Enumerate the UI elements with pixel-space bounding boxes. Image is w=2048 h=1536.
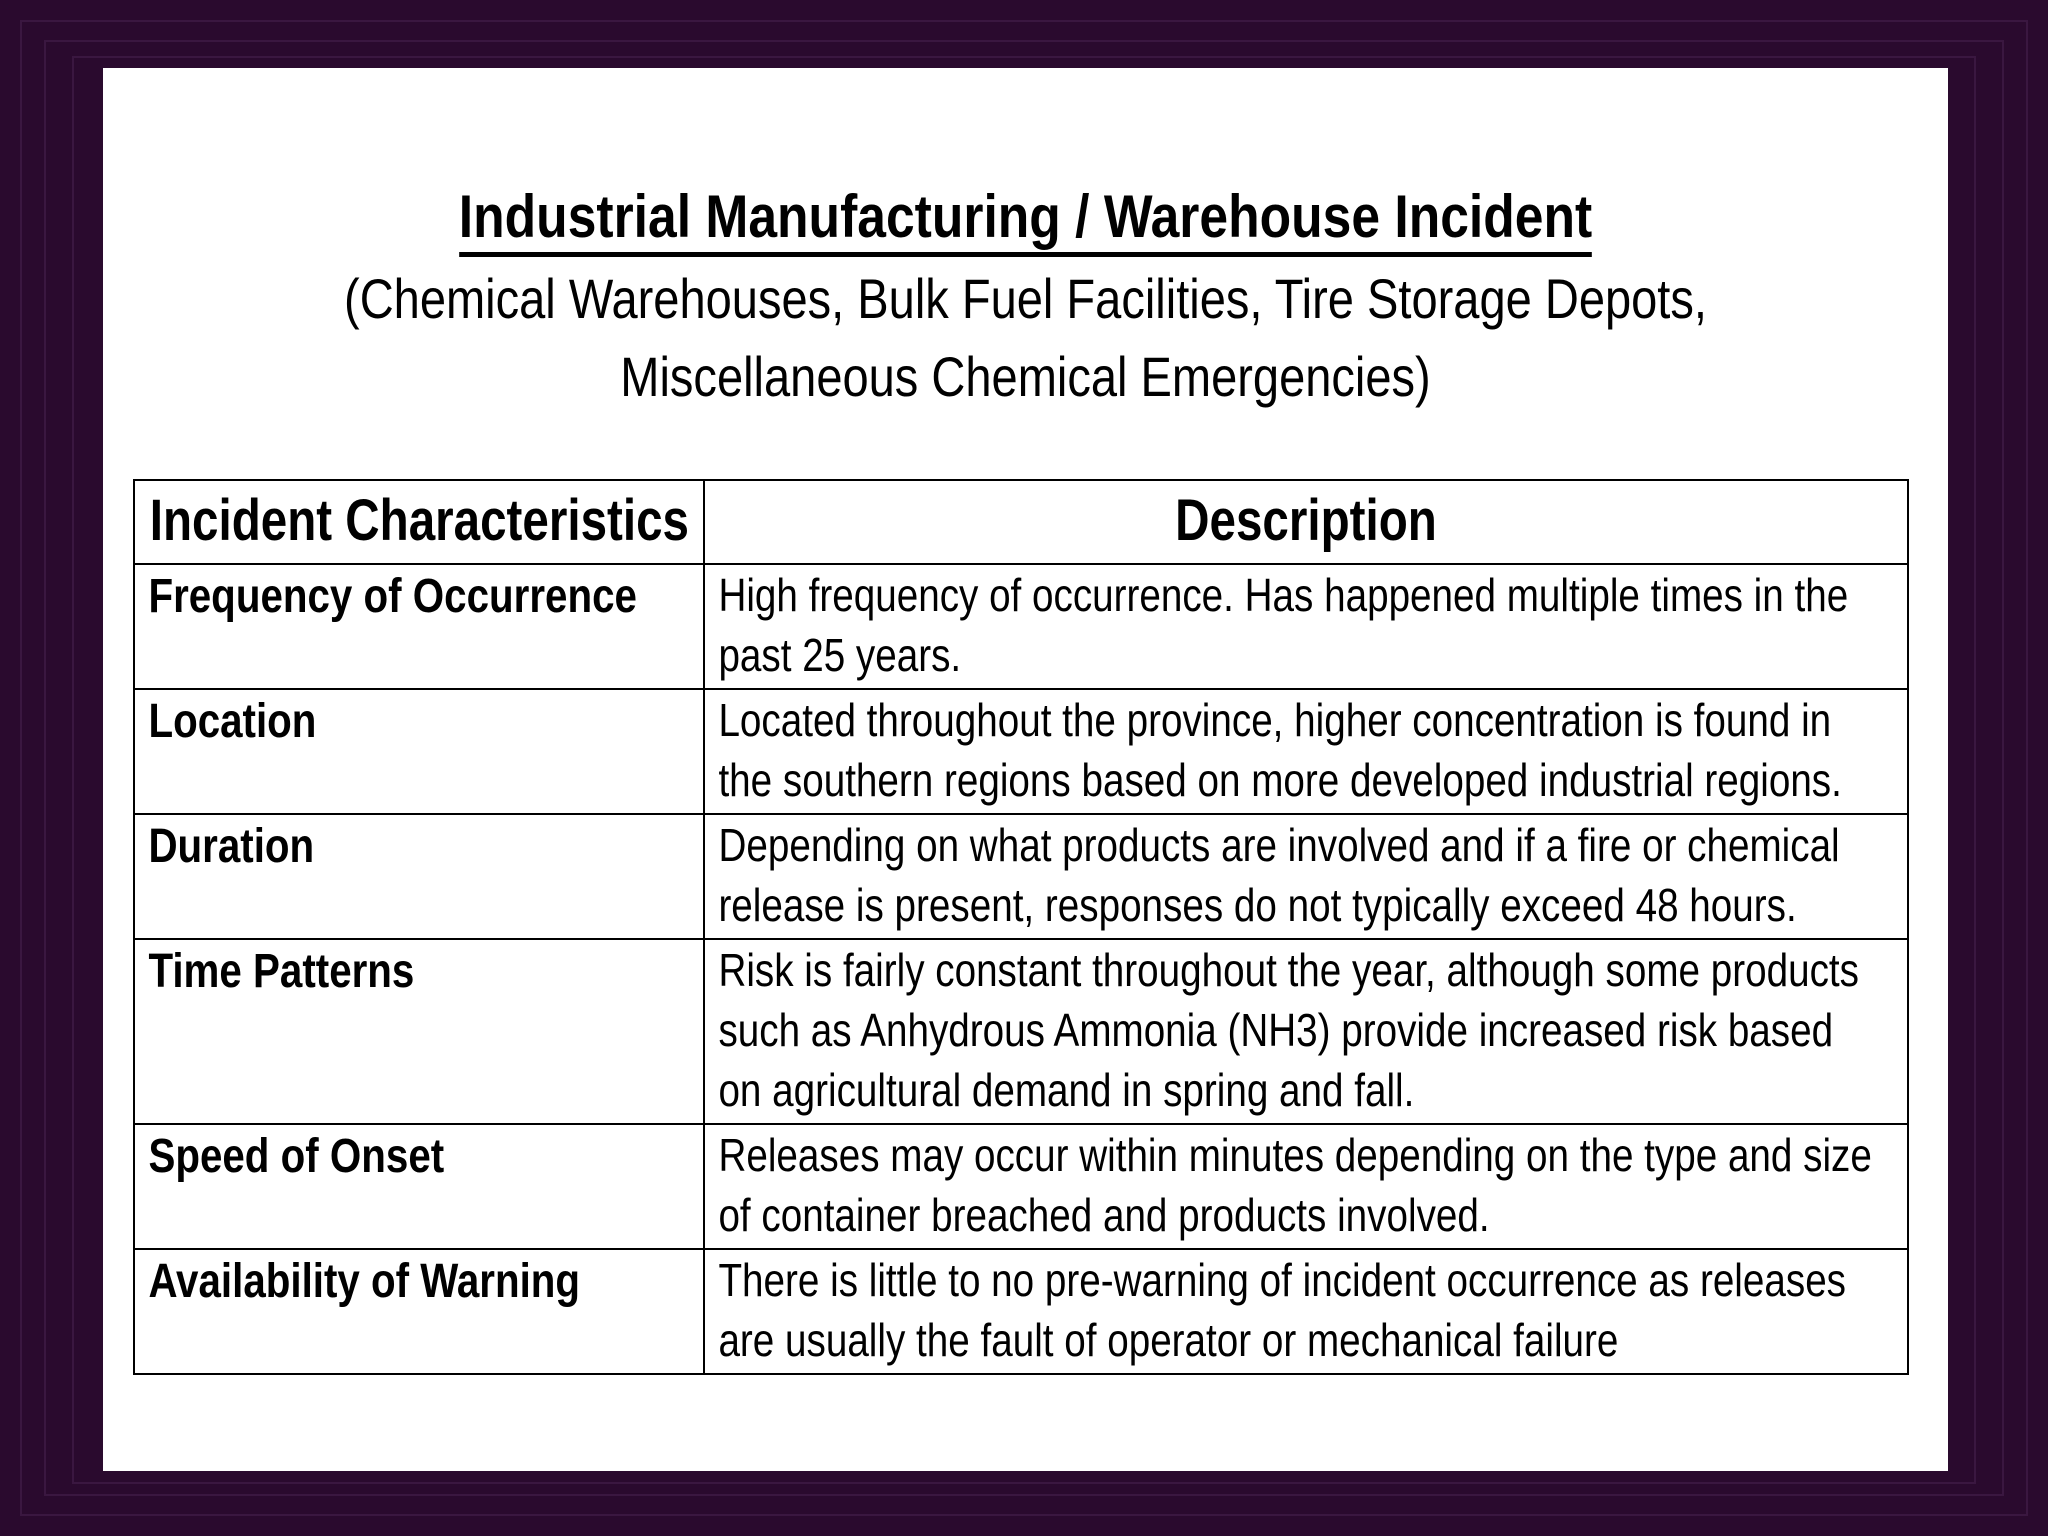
table-row [134, 1124, 1908, 1249]
slide-title [232, 180, 1819, 254]
description-cell: Releases may occur within minutes depending on the type and size of container breached and products involved. [704, 1124, 1908, 1249]
slide-title-text: Industrial Manufacturing / Warehouse Incident [459, 183, 1592, 257]
incident-characteristics-table [133, 479, 1909, 1375]
subtitle-line-1: (Chemical Warehouses, Bulk Fuel Facilities, Tire Storage Depots, [344, 267, 1707, 330]
characteristic-cell: Time Patterns [134, 939, 704, 1124]
header-description: Description [704, 480, 1908, 564]
description-cell: Risk is fairly constant throughout the year, although some products such as Anhydrous Ammonia (NH3) provide increased risk based on agricultural demand in spring and fall. [704, 939, 1908, 1124]
slide [103, 68, 1948, 1471]
table-row [134, 689, 1908, 814]
description-cell: High frequency of occurrence. Has happened multiple times in the past 25 years. [704, 564, 1908, 689]
header-incident-characteristics: Incident Characteristics [134, 480, 704, 564]
subtitle-line-2: Miscellaneous Chemical Emergencies) [620, 345, 1431, 408]
description-cell: Depending on what products are involved and if a fire or chemical release is present, responses do not typically exceed 48 hours. [704, 814, 1908, 939]
table-row [134, 814, 1908, 939]
characteristic-cell: Availability of Warning [134, 1249, 704, 1374]
characteristic-cell: Duration [134, 814, 704, 939]
description-cell: Located throughout the province, higher concentration is found in the southern regions based on more developed industrial regions. [704, 689, 1908, 814]
table-row [134, 564, 1908, 689]
characteristic-cell: Frequency of Occurrence [134, 564, 704, 689]
table-row [134, 1249, 1908, 1374]
characteristic-cell: Location [134, 689, 704, 814]
table-row [134, 939, 1908, 1124]
description-cell: There is little to no pre-warning of incident occurrence as releases are usually the fault of operator or mechanical failure [704, 1249, 1908, 1374]
slide-subtitle [251, 260, 1801, 416]
characteristic-cell: Speed of Onset [134, 1124, 704, 1249]
table-header-row [134, 480, 1908, 564]
